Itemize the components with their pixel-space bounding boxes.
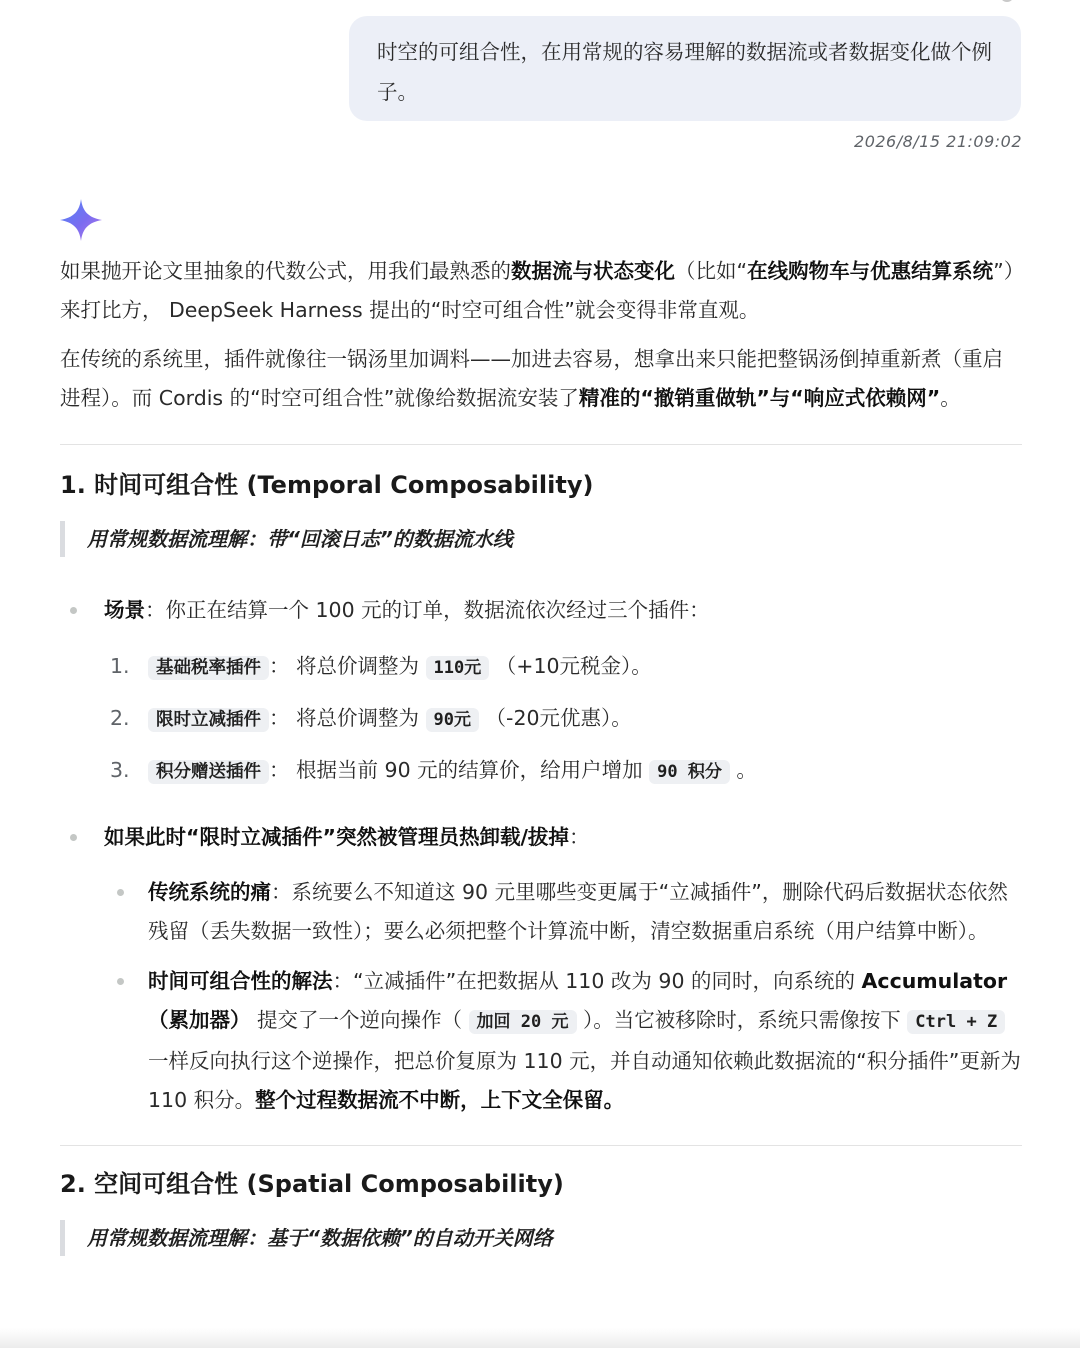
bullet-dot [70, 834, 77, 841]
section-divider [60, 1145, 1022, 1146]
sparkle-icon [58, 197, 104, 243]
inline-code: Ctrl + Z [907, 1010, 1005, 1034]
step-item-3: 3. 积分赠送插件 ： 根据当前 90 元的结算价，给用户增加 90 积分 。 [60, 751, 1022, 792]
bullet-dot [117, 889, 124, 896]
intro-paragraph-1: 如果抛开论文里抽象的代数公式，用我们最熟悉的数据流与状态变化（比如“在线购物车与优惠结算系统”）来打比方， DeepSeek Harness 提出的“时空可组合性”就会变得非常直观。 [60, 259, 1014, 322]
section-divider [60, 444, 1022, 445]
inline-code: 90 积分 [649, 760, 730, 784]
inline-code: 90元 [426, 708, 479, 732]
message-timestamp: 2026/8/15 21:09:02 [854, 132, 1022, 151]
case-bullet: 如果此时“限时立减插件”突然被管理员热卸载/拔掉： [60, 818, 1022, 857]
section-1-heading: 1. 时间可组合性 (Temporal Composability) [60, 471, 594, 499]
section-2-heading: 2. 空间可组合性 (Spatial Composability) [60, 1170, 564, 1198]
assistant-response [60, 252, 1022, 1256]
intro-paragraph-2: 在传统的系统里，插件就像往一锅汤里加调料——加进去容易，想拿出来只能把整锅汤倒掉重新煮（重启进程）。而 Cordis 的“时空可组合性”就像给数据流安装了精准的“撤销重做轨”与“响应式依赖网”。 [60, 347, 1003, 410]
section-1-quote: 用常规数据流理解：带“回滚日志”的数据流水线 [60, 521, 1022, 557]
plugin-name: 基础税率插件 [148, 656, 269, 680]
user-message-text: 时空的可组合性，在用常规的容易理解的数据流或者数据变化做个例子。 [377, 40, 992, 104]
pain-bullet: 传统系统的痛：系统要么不知道这 90 元里哪些变更属于“立减插件”，删除代码后数据状态依然残留（丢失数据一致性）；要么必须把整个计算流中断，清空数据重启系统（用户结算中断）。 [60, 873, 1022, 951]
step-item-2: 2. 限时立减插件 ： 将总价调整为 90元 （-20元优惠）。 [60, 699, 1022, 740]
inline-code: 110元 [426, 656, 490, 680]
step-number: 3. [110, 758, 130, 782]
top-corner-indicator [1000, 0, 1014, 2]
section-2-quote: 用常规数据流理解：基于“数据依赖”的自动开关网络 [60, 1220, 1022, 1256]
solution-bullet: 时间可组合性的解法：“立减插件”在把数据从 110 改为 90 的同时，向系统的 Accumulator（累加器） 提交了一个逆向操作（ 加回 20 元 ）。当它被移除时，系统只需像按下 Ctrl + Z 一样反向执行这个逆操作，把总价复原为 110 元，并自动通知依赖此数据流的“积分插件”更新为 110 积分。整个过程数据流不中断，上下文全保留。 [60, 962, 1022, 1120]
step-number: 2. [110, 706, 130, 730]
bottom-fade [0, 1328, 1080, 1348]
user-message-bubble [349, 16, 1021, 121]
plugin-name: 积分赠送插件 [148, 760, 269, 784]
bullet-dot [70, 607, 77, 614]
bullet-dot [117, 978, 124, 985]
scene-bullet: 场景：你正在结算一个 100 元的订单，数据流依次经过三个插件： [60, 591, 1022, 630]
step-number: 1. [110, 654, 130, 678]
step-item-1: 1. 基础税率插件 ： 将总价调整为 110元 （+10元税金）。 [60, 647, 1022, 688]
plugin-name: 限时立减插件 [148, 708, 269, 732]
inline-code: 加回 20 元 [469, 1010, 577, 1034]
